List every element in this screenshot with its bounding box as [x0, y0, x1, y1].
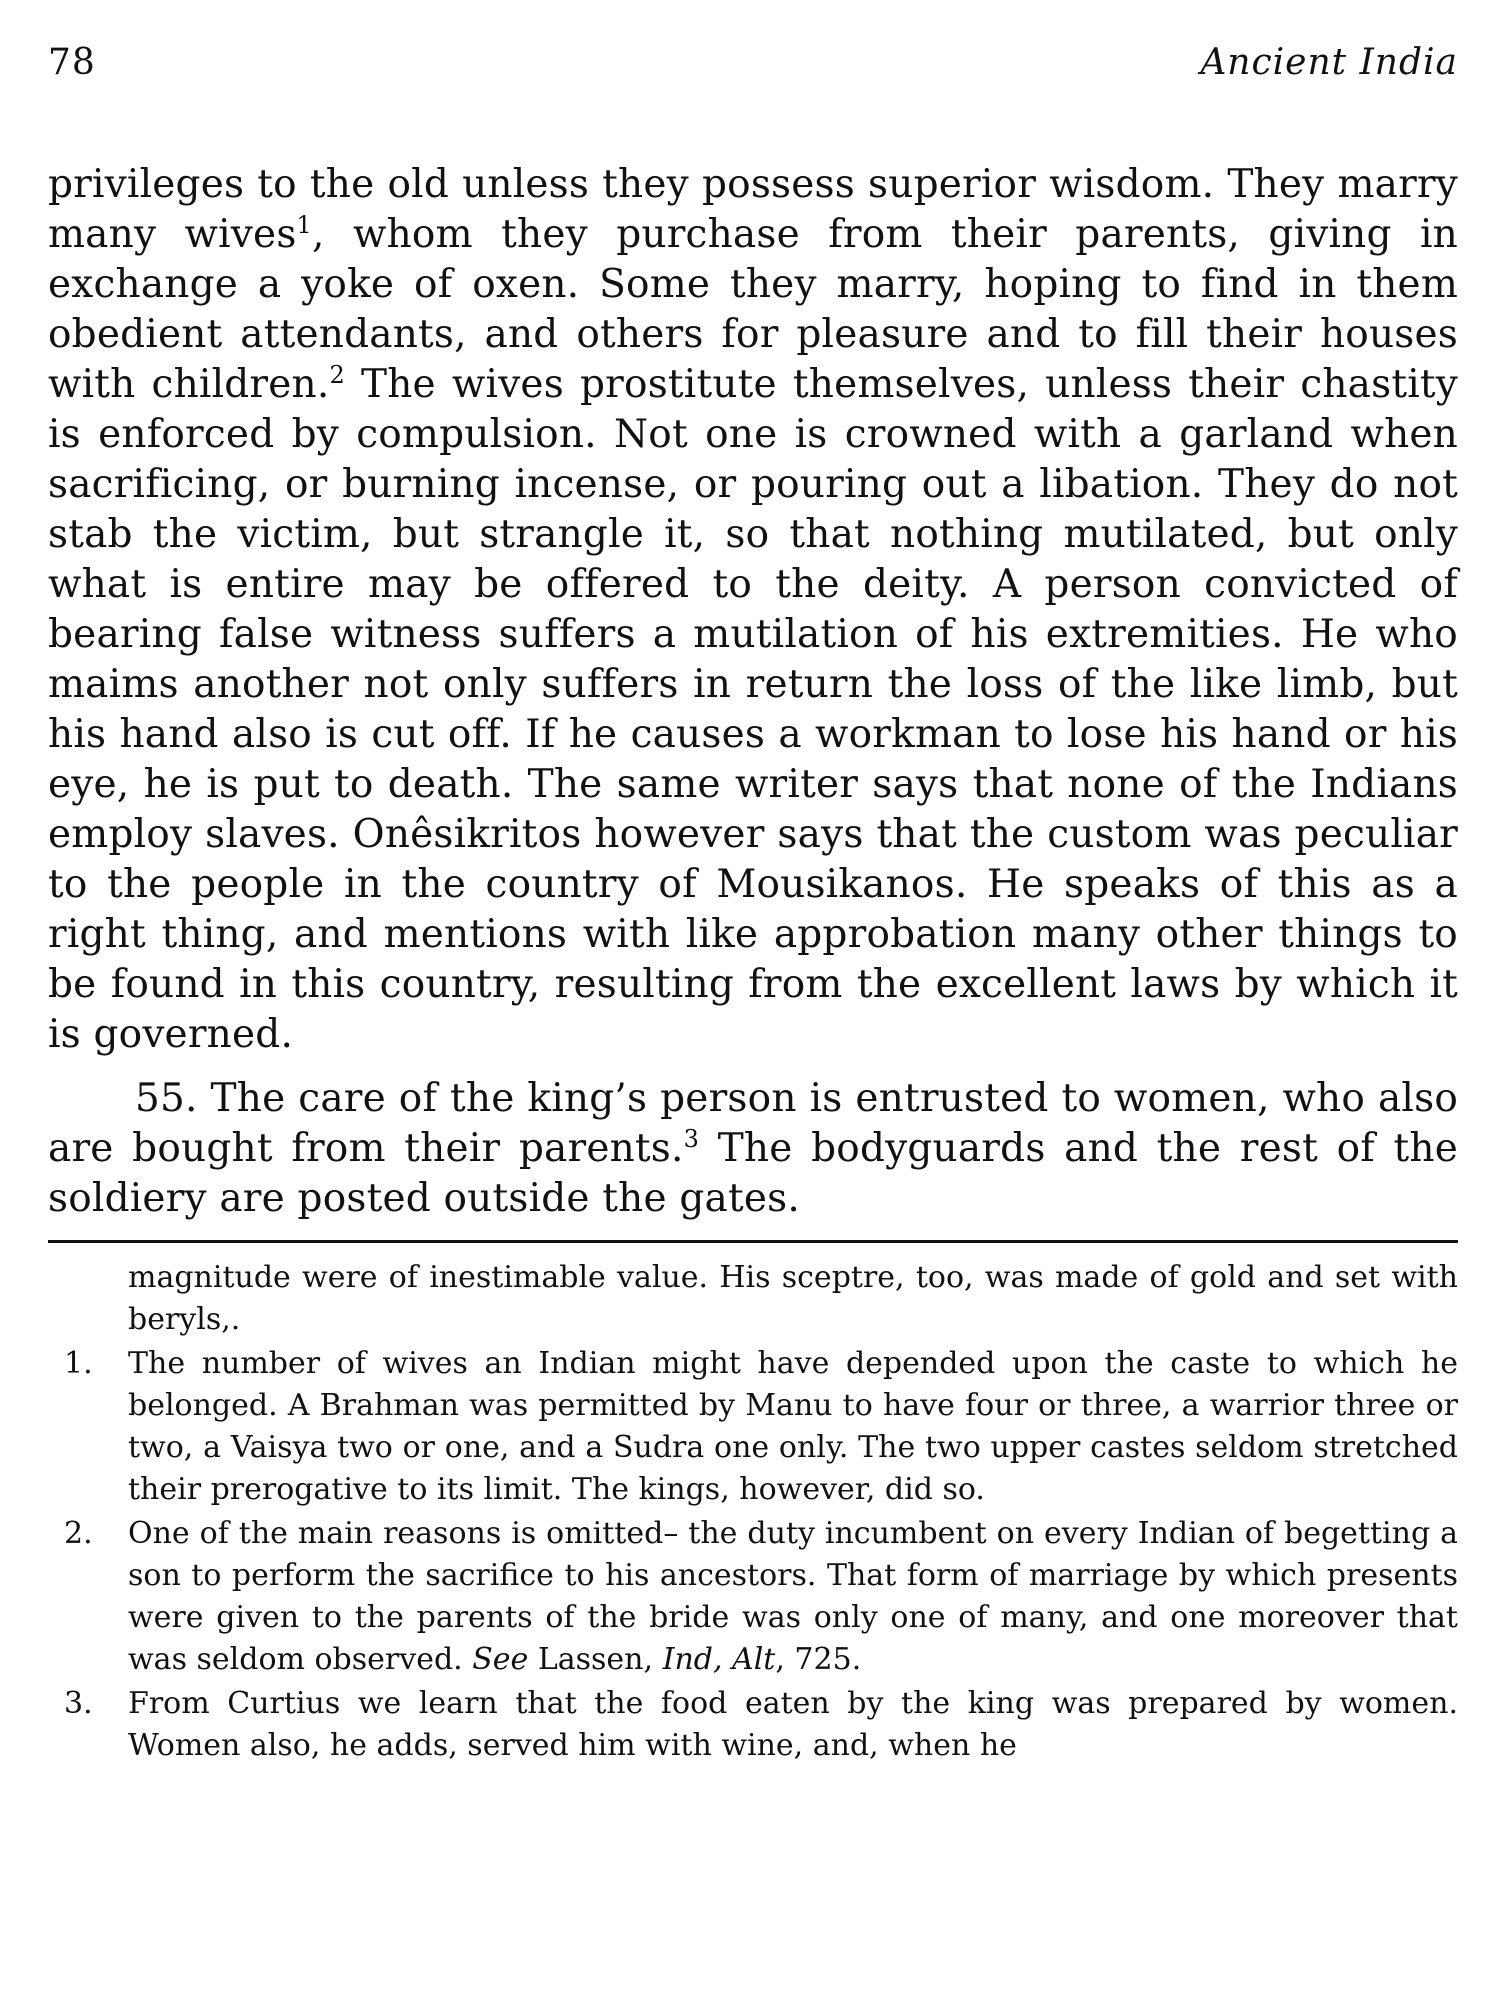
page-number: 78 — [48, 42, 96, 83]
paragraph-1-text-b: , whom they purchase from their parents, giving in exchange a yoke of oxen. Some they marry, hoping to find in them obedient attendants, and others for pleasure and to fill their houses with children. — [48, 212, 1458, 407]
footnote-rule — [48, 1240, 1458, 1243]
footnote-number: 3. — [64, 1686, 93, 1721]
footnote-2-text-a: One of the main reasons is omitted– the duty incumbent on every Indian of begetting a son to perform the sacrifice to his ancestors. That form of marriage by which presents were given to the parents of the bride was only one of many, and one moreover that was seldom observed. — [128, 1516, 1458, 1677]
paragraph-55-text-a: 55. The care of the king’s person is entrusted to women, who also are bought from their parents. — [48, 1076, 1458, 1171]
footnote-ref-3: 3 — [683, 1125, 700, 1153]
footnote-text: The number of wives an Indian might have depended upon the caste to which he belonged. A Brahman was permitted by Manu to have four or three, a warrior three or two, a Vaisya two or one, and a Sudra one only. The two upper castes seldom stretched their prerogative to its limit. The kings, however, did so. — [128, 1346, 1458, 1507]
paragraph-1-text-a: privileges to the old unless they possess superior wisdom. They marry many wives — [48, 162, 1458, 257]
footnote-number: 2. — [64, 1516, 93, 1551]
paragraph-55 — [48, 1074, 1458, 1224]
footnote-text: From Curtius we learn that the food eaten by the king was prepared by women. Women also, he adds, served him with wine, and, when he — [128, 1686, 1458, 1763]
footnote-continuation: magnitude were of inestimable value. His sceptre, too, was made of gold and set with beryls,. — [128, 1260, 1458, 1337]
footnote-2-text-c: , 725. — [775, 1642, 862, 1677]
footnote-2-see: See — [472, 1642, 529, 1677]
footnotes — [48, 1257, 1458, 1767]
footnote-1 — [48, 1343, 1458, 1511]
footnote-2-text-b: Lassen, — [528, 1642, 663, 1677]
footnote-3 — [48, 1683, 1458, 1767]
running-head — [48, 42, 1458, 112]
running-title: Ancient India — [1200, 42, 1458, 83]
paragraph-55-text-b: The bodyguards and the rest of the soldiery are posted outside the gates. — [48, 1126, 1458, 1221]
footnote-ref-1: 1 — [296, 211, 313, 239]
paragraph-1 — [48, 160, 1458, 1060]
paragraph-1-text-c: The wives prostitute themselves, unless their chastity is enforced by compulsion. Not one is crowned with a garland when sacrificing, or burning incense, or pouring out a libation. They do not stab the victim, but strangle it, so that nothing mutilated, but only what is entire may be offered to the deity. A person convicted of bearing false witness suffers a mutilation of his extremities. He who maims another not only suffers in return the loss of the like limb, but his hand also is cut off. If he causes a workman to lose his hand or his eye, he is put to death. The same writer says that none of the Indians employ slaves. Onêsikritos however says that the custom was peculiar to the people in the country of Mousikanos. He speaks of this as a right thing, and mentions with like approbation many other things to be found in this country, resulting from the excellent laws by which it is governed. — [48, 362, 1458, 1057]
footnote-text — [128, 1513, 1458, 1681]
book-page — [48, 42, 1458, 1982]
main-text — [48, 160, 1458, 1224]
footnote-number: 1. — [64, 1346, 93, 1381]
footnote-ref-2: 2 — [329, 361, 345, 389]
footnote-2-work-title: Ind, Alt — [662, 1642, 776, 1677]
footnote-2 — [48, 1513, 1458, 1681]
